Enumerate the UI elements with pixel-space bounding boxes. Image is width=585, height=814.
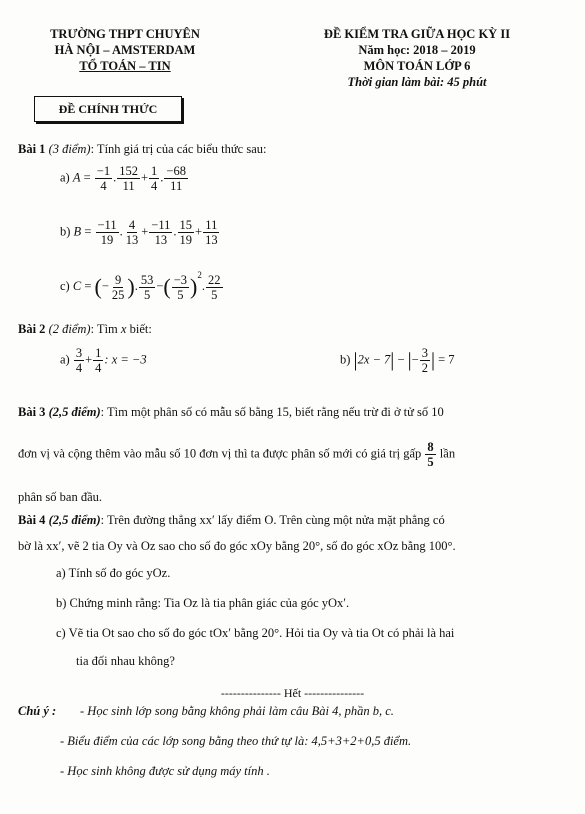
bai1-label: Bài 1 xyxy=(18,142,46,156)
fraction: $\frac{-1}{4}$ xyxy=(96,164,111,193)
school-name-line2: HÀ NỘI – AMSTERDAM xyxy=(54,43,196,57)
bai2-heading: Bài 2 (2 điểm): Tìm x biết: xyxy=(18,322,152,336)
bai1-points: (3 điểm) xyxy=(48,142,91,156)
fraction: $\frac{-11}{19}$ xyxy=(97,218,117,247)
fraction: $\frac{-11}{13}$ xyxy=(151,218,171,247)
bai2-a-equation: a) $\frac{3}{4}$ + $\frac{1}{4}$ : x = −3 xyxy=(60,346,147,375)
fraction: $\frac{3}{4}$ xyxy=(75,346,83,375)
subject: MÔN TOÁN LỚP 6 xyxy=(363,59,471,73)
bai3-label: Bài 3 xyxy=(18,405,46,419)
official-label: ĐỀ CHÍNH THỨC xyxy=(34,96,182,122)
fraction: $\frac{152}{11}$ xyxy=(119,164,138,193)
bai1-a-expression: a) A = $\frac{-1}{4}$ . $\frac{152}{11}$ + $\frac{1}{4}$ . $\frac{-68}{11}$ xyxy=(60,164,186,193)
fraction: $\frac{1}{4}$ xyxy=(151,164,158,193)
school-year: Năm học: 2018 – 2019 xyxy=(358,43,476,57)
fraction: $\frac{-68}{11}$ xyxy=(166,164,186,193)
bai1-c-expression: c) C = (− $\frac{9}{25}$ ). $\frac{53}{5}$ −( $\frac{-3}{5}$ )$^2$. $\frac{22}{5}$ xyxy=(60,270,221,302)
fraction: $\frac{-3}{5}$ xyxy=(173,272,188,302)
bai4-label: Bài 4 xyxy=(18,513,46,527)
fraction: $\frac{22}{5}$ xyxy=(208,272,221,302)
bai4-part-c-line1: c) Vẽ tia Ot sao cho số đo góc tOx′ bằng 20°. Hỏi tia Oy và tia Ot có phải là hai xyxy=(56,626,455,640)
fraction: $\frac{15}{19}$ xyxy=(179,218,192,247)
bai2-points: (2 điểm) xyxy=(48,322,91,336)
note-3: - Học sinh không được sử dụng máy tính . xyxy=(60,764,270,778)
end-mark: --------------- Hết --------------- xyxy=(220,686,365,700)
bai3-paragraph: Bài 3 (2,5 điểm): Tìm một phân số có mẫu số bằng 15, biết rằng nếu trừ đi ở tử số 10 đơn vị và cộng thêm vào mẫu số 10 đơn vị thì ta được phân số mới có giá trị gấp $\frac{8}{5}$ lần phân số ban đầu. xyxy=(18,405,456,504)
bai1-prompt: : Tính giá trị của các biểu thức sau: xyxy=(90,142,267,156)
fraction: $\frac{8}{5}$ xyxy=(427,440,434,469)
bai3-points: (2,5 điểm) xyxy=(48,405,101,419)
bai4-part-a: a) Tính số đo góc yOz. xyxy=(56,566,171,580)
bai4-points: (2,5 điểm) xyxy=(48,513,101,527)
fraction: $\frac{4}{13}$ xyxy=(125,218,139,247)
fraction: $\frac{1}{4}$ xyxy=(95,346,102,375)
bai1-heading xyxy=(18,142,267,157)
note-2: - Biểu điểm của các lớp song bằng theo thứ tự là: 4,5+3+2+0,5 điểm. xyxy=(60,734,412,748)
exam-title: ĐỀ KIỂM TRA GIỮA HỌC KỲ II xyxy=(323,27,511,41)
school-name-line1: TRƯỜNG THPT CHUYÊN xyxy=(50,27,200,41)
bai4-part-b: b) Chứng minh rằng: Tia Oz là tia phân giác của góc yOx′. xyxy=(56,596,350,610)
note-1: - Học sinh lớp song bằng không phải làm câu Bài 4, phần b, c. xyxy=(80,704,394,718)
fraction: $\frac{3}{2}$ xyxy=(421,346,428,375)
exam-header xyxy=(262,26,572,90)
time-limit: Thời gian làm bài: 45 phút xyxy=(347,75,487,89)
fraction: $\frac{9}{25}$ xyxy=(111,272,125,302)
bai1-b-expression: b) B = $\frac{-11}{19}$ . $\frac{4}{13}$ + $\frac{-11}{13}$ . $\frac{15}{19}$ + $\frac{11}{13}$ xyxy=(60,218,218,247)
school-header xyxy=(20,26,230,74)
notes-label: Chú ý : xyxy=(18,704,57,718)
bai4-paragraph: Bài 4 (2,5 điểm): Trên đường thẳng xx′ lấy điểm O. Trên cùng một nửa mặt phẳng có bờ là xx′, vẽ 2 tia Oy và Oz sao cho số đo góc xOy bằng 20°, số đo góc xOz bằng 100°. xyxy=(18,513,456,553)
bai2-b-equation: b) |2x − 7| − |− $\frac{3}{2}$ | = 7 xyxy=(340,346,455,375)
bai2-label: Bài 2 xyxy=(18,322,46,336)
fraction: $\frac{11}{13}$ xyxy=(205,218,218,247)
bai4-part-c-line2: tia đối nhau không? xyxy=(76,654,175,668)
fraction: $\frac{53}{5}$ xyxy=(140,272,154,302)
department-name: TỔ TOÁN – TIN xyxy=(79,59,171,73)
